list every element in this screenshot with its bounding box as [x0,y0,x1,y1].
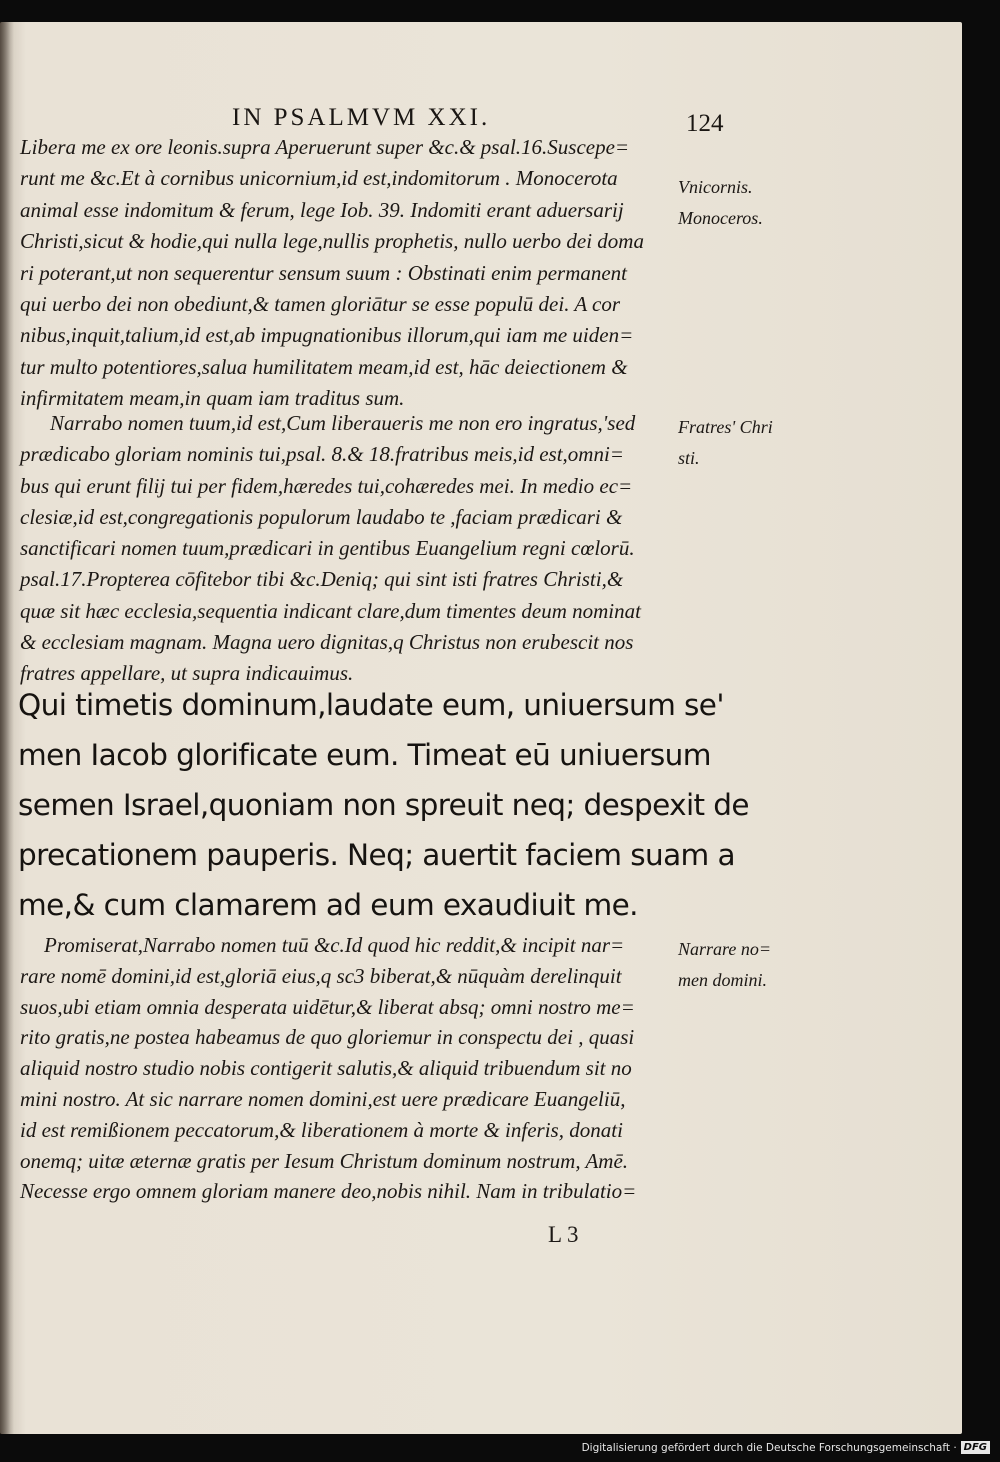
text-line: & ecclesiam magnam. Magna uero dignitas,q Christus non erubescit nos [20,630,634,655]
text-line: psal.17.Propterea cōfitebor tibi &c.Deniq; qui sint isti fratres Christi,& [20,567,624,592]
margin-note-line: sti. [678,448,700,468]
text-line: rare nomē domini,id est,gloriā eius,q sc3 biberat,& nūquàm derelinquit [20,963,622,988]
running-head: IN PSALMVM XXI. [232,104,491,131]
text-line: qui uerbo dei non obediunt,& tamen gloriātur se esse populū dei. A cor [20,291,621,316]
commentary-block-1 [20,132,680,415]
text-line: sanctificari nomen tuum,prædicari in gentibus Euangelium regni cœlorū. [20,536,635,561]
gutter-shadow [0,22,14,1434]
text-line: onemq; uitæ æternæ gratis per Iesum Christum dominum nostrum, Amē. [20,1148,629,1173]
text-line: nibus,inquit,talium,id est,ab impugnationibus illorum,qui iam me uiden= [20,323,634,348]
margin-note-line: Fratres' Chri [678,417,773,437]
text-line: ri poterant,ut non sequerentur sensum suum : Obstinati enim permanent [20,260,628,285]
text-line: Christi,sicut & hodie,qui nulla lege,nullis prophetis, nullo uerbo dei doma [20,229,644,254]
text-line: clesiæ,id est,congregationis populorum laudabo te ,faciam prædicari & [20,504,623,529]
margin-note-unicornis [678,172,808,234]
text-line: fratres appellare, ut supra indicauimus. [20,661,354,686]
psalm-line: precationem pauperis. Neq; auertit faciem suam a [18,838,735,872]
text-line: animal esse indomitum & ferum, lege Iob. 39. Indomiti erant aduersarij [20,197,624,222]
text-line: id est remißionem peccatorum,& liberationem à morte & inferis, donati [20,1117,623,1142]
margin-note-line: Monoceros. [678,208,763,228]
text-line: mini nostro. At sic narrare nomen domini,est uere prædicare Euangeliū, [20,1086,626,1111]
margin-note-line: men domini. [678,970,767,990]
text-line: tur multo potentiores,salua humilitatem meam,id est, hāc deiectionem & [20,354,628,379]
margin-note-narrare [678,934,808,996]
text-line: quæ sit hæc ecclesia,sequentia indicant clare,dum timentes deum nominat [20,598,641,623]
text-line: rito gratis,ne postea habeamus de quo gloriemur in conspectu dei , quasi [20,1025,635,1050]
text-line: runt me &c.Et à cornibus unicornium,id est,indomitorum . Monocerota [20,166,618,191]
text-line: Necesse ergo omnem gloriam manere deo,nobis nihil. Nam in tribulatio= [20,1179,637,1204]
margin-note-line: Vnicornis. [678,177,753,197]
text-line: bus qui erunt filij tui per fidem,hæredes tui,cohæredes mei. In medio ec= [20,473,633,498]
text-line: infirmitatem meam,in quam iam traditus sum. [20,386,405,411]
psalm-line: me,& cum clamarem ad eum exaudiuit me. [18,888,638,922]
margin-note-line: Narrare no= [678,939,771,959]
text-line: prædicabo gloriam nominis tui,psal. 8.& 18.fratribus meis,id est,omni= [20,442,624,467]
footer-text: Digitalisierung gefördert durch die Deutsche Forschungsgemeinschaft · [581,1441,957,1454]
psalm-line: Qui timetis dominum,laudate eum, uniuersum se' [18,688,724,722]
text-line: Libera me ex ore leonis.supra Aperuerunt super &c.& psal.16.Suscepe= [20,135,630,159]
text-line: suos,ubi etiam omnia desperata uidētur,& liberat absq; omni nostro me= [20,994,635,1019]
text-line: Narrabo nomen tuum,id est,Cum liberaueris me non ero ingratus,'sed [50,411,636,435]
commentary-block-3 [20,930,680,1207]
signature-mark: L 3 [548,1222,579,1247]
dfg-logo: DFG [961,1441,990,1454]
text-line: aliquid nostro studio nobis contigerit salutis,& aliquid tribuendum sit no [20,1056,632,1081]
text-line: Promiserat,Narrabo nomen tuū &c.Id quod hic reddit,& incipit nar= [44,933,625,957]
page-number: 124 [686,110,724,137]
psalm-line: men Iacob glorificate eum. Timeat eū uniuersum [18,738,711,772]
commentary-block-2 [20,408,680,690]
funding-footer [582,1441,990,1454]
psalm-line: semen Israel,quoniam non spreuit neq; despexit de [18,788,749,822]
margin-note-fratres [678,412,808,474]
psalm-verse-block [18,680,749,930]
